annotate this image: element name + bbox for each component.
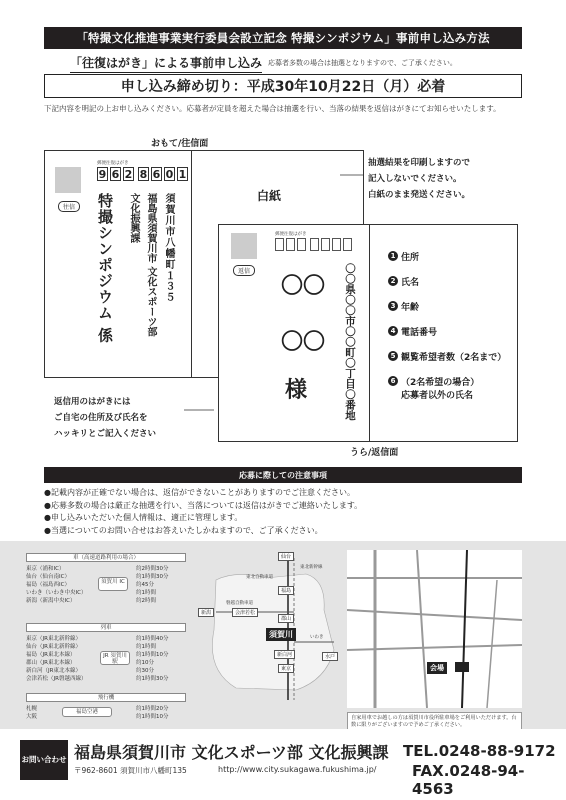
road: [347, 645, 522, 650]
route-time: 約1時間30分: [136, 574, 169, 580]
item-text: 住所: [401, 253, 420, 263]
note-right-line: 白紙のまま発送ください。: [368, 190, 471, 200]
route-time: 約2時間30分: [136, 566, 169, 572]
zip-digit: 8: [139, 168, 148, 181]
route-from: 仙台（JR東北新幹線）: [26, 644, 81, 650]
item-number: 1: [388, 251, 398, 261]
item-count: [388, 350, 506, 363]
note-right-line: 抽選結果を印刷しますので: [368, 158, 471, 168]
car-title: 車（高速道路利用の場合）: [26, 553, 186, 562]
caution-title: 応募に際しての注意事項: [44, 467, 522, 483]
route-time: 約1時間: [136, 590, 156, 596]
route-time: 約1時間10分: [136, 714, 169, 720]
route-from: 福島（JR東北本線）: [26, 652, 76, 658]
note-right: [368, 155, 470, 203]
front-address-line3: 文化振興課: [128, 193, 139, 243]
organization-address: 〒962-8601 須賀川市八幡町135: [74, 766, 187, 775]
route-from: 新白河（JR東北本線）: [26, 668, 81, 674]
route-row: [26, 643, 186, 651]
postcard-label: 郵便往復はがき: [97, 161, 129, 166]
item-address: [388, 250, 506, 263]
item-number: 3: [388, 301, 398, 311]
station-sendai: 仙台: [278, 552, 294, 561]
note-left-line: ハッキリとご記入ください: [54, 429, 157, 439]
station-niigata: 新潟: [198, 608, 214, 617]
car-dest: 須賀川 IC: [98, 577, 128, 591]
item-age: [388, 300, 506, 313]
item-number: 2: [388, 276, 398, 286]
station-aizu: 会津若松: [232, 608, 258, 617]
henshin-tag: 返信: [233, 265, 255, 276]
station-sukagawa: 須賀川: [266, 628, 296, 641]
item-text: 電話番号: [401, 328, 438, 338]
route-from: 福島（福島西IC）: [26, 582, 70, 588]
plane-route-table: [26, 693, 186, 721]
required-items: [388, 250, 506, 413]
label-bandai: 磐越自動車道: [226, 601, 253, 606]
train-title: 列車: [26, 623, 186, 632]
website-link[interactable]: http://www.city.sukagawa.fukushima.jp/: [218, 765, 377, 774]
route-time: 約1時間20分: [136, 706, 169, 712]
caution-line: ●当選についてのお問い合せはお答えいたしかねますので、ご了承ください。: [44, 525, 323, 535]
route-row: [26, 597, 186, 605]
road: [417, 550, 427, 708]
station-fukushima: 福島: [278, 586, 294, 595]
fax: FAX.0248-94-4563: [412, 762, 525, 798]
back-name-line2: 〇〇: [281, 330, 326, 355]
item-text: 観覧希望者数（2名まで）: [401, 353, 507, 363]
item-number: 5: [388, 351, 398, 361]
blank-label: 白紙: [257, 189, 282, 203]
route-from: 新潟（新潟中央IC）: [26, 598, 76, 604]
front-address-line2: 福島県須賀川市 文化スポーツ部: [145, 193, 156, 337]
road: [347, 610, 522, 620]
label-iwaki: いわき: [310, 635, 324, 640]
note-left-line: 返信用のはがきには: [54, 397, 131, 407]
route-time: 約10分: [136, 660, 154, 666]
zip-digit: 6: [152, 168, 161, 181]
route-from: 大阪: [26, 714, 38, 720]
back-sama: 様: [285, 378, 308, 403]
front-recipient: 特撮シンポジウム 係: [96, 193, 114, 344]
rail-line: [462, 550, 467, 708]
route-time: 約1時間30分: [136, 676, 169, 682]
page-banner: 「特撮文化推進事業実行委員会設立記念 特撮シンポジウム」事前申し込み方法: [44, 27, 522, 49]
organization-name: 福島県須賀川市 文化スポーツ部 文化振興課: [74, 743, 389, 762]
item-name: [388, 275, 506, 288]
intro-text: 下記内容を明記の上お申し込みください。応募者が定員を超えた場合は抽選を行い、当落の結果を返信はがきにてお知らせいたします。: [44, 104, 501, 113]
route-row: [26, 565, 186, 573]
contact-label: お問い合わせ: [20, 740, 68, 780]
station-tokyo: 東京: [278, 664, 294, 673]
zip-digit: 2: [124, 168, 133, 181]
note-left-line: ご自宅の住所及び氏名を: [54, 413, 148, 423]
item-text-line: （2名希望の場合）: [401, 378, 480, 388]
route-row: [26, 675, 186, 683]
label-tohoku-shinkansen: 東北新幹線: [300, 565, 323, 570]
plane-title: 飛行機: [26, 693, 186, 702]
zip-digit: 6: [111, 168, 120, 181]
venue-marker: [455, 662, 469, 672]
venue-label: 会場: [427, 662, 447, 674]
label-tohoku-expwy: 東北自動車道: [246, 575, 273, 580]
route-from: 仙台（仙台南IC）: [26, 574, 70, 580]
train-route-table: [26, 623, 186, 683]
back-name-line1: 〇〇: [281, 274, 326, 299]
item-number: 4: [388, 326, 398, 336]
deadline-box: 申し込み締め切り：平成30年10月22日（月）必着: [44, 74, 522, 98]
item-phone: [388, 325, 506, 338]
note-right-line: 記入しないでください。: [368, 174, 462, 184]
plane-dest: 福島空港: [62, 707, 112, 717]
route-from: 東京（浦和IC）: [26, 566, 65, 572]
road: [487, 580, 497, 708]
zip-digit: 9: [98, 168, 107, 181]
route-time: 約1時間40分: [136, 636, 169, 642]
front-address-line1: 須賀川市八幡町１３５: [163, 193, 174, 303]
ofuku-tag: 往信: [58, 201, 80, 212]
zip-digit: 1: [178, 168, 187, 181]
route-time: 約45分: [136, 582, 154, 588]
item-text: 年齢: [401, 303, 420, 313]
back-address: 〇〇県〇〇市〇〇町〇丁目〇番地: [344, 263, 356, 421]
station-koriyama: 郡山: [278, 614, 294, 623]
caution-line: ●記載内容が正確でない場合は、返信ができないことがありますのでご注意ください。: [44, 488, 355, 497]
item-text: 氏名: [401, 278, 420, 288]
item-text: [401, 375, 479, 401]
front-label: おもて/往信面: [151, 139, 209, 149]
caution-list: [44, 487, 362, 537]
car-route-table: [26, 553, 186, 605]
route-from: 郡山（JR東北本線）: [26, 660, 76, 666]
route-from: いわき（いわき中央IC）: [26, 590, 87, 596]
back-label: うら/返信面: [350, 448, 399, 458]
method-title: 「往復はがき」による事前申し込み: [70, 54, 262, 73]
route-time: 約1時間10分: [136, 652, 169, 658]
route-time: 約1時間: [136, 644, 156, 650]
train-dest: JR 須賀川駅: [100, 651, 130, 665]
route-row: [26, 667, 186, 675]
route-time: 約2時間: [136, 598, 156, 604]
item-number: 6: [388, 376, 398, 386]
route-row: [26, 635, 186, 643]
item-text-line: 応募者以外の氏名: [401, 391, 474, 401]
telephone: TEL.0248-88-9172: [403, 742, 556, 760]
note-left: [54, 394, 156, 442]
caution-line: ●申し込みいただいた個人情報は、適正に管理します。: [44, 513, 243, 522]
route-time: 約30分: [136, 668, 154, 674]
parking-note: 自家用車でお越しの方は須賀川市役所駐車場をご利用いただけます。台数に限りがございますので予めご了承ください。: [347, 712, 522, 732]
zip-digit: 0: [165, 168, 174, 181]
item-companion: [388, 375, 506, 401]
postcard-label: 郵便往復はがき: [275, 232, 307, 237]
route-from: 札幌: [26, 706, 38, 712]
method-note: 応募者多数の場合は抽選となりますので、ご了承ください。: [268, 59, 457, 67]
local-map-lines: [347, 550, 522, 708]
route-from: 会津若松（JR磐越西線）: [26, 676, 87, 682]
station-shinshirakawa: 新白河: [274, 650, 295, 659]
station-mito: 水戸: [322, 652, 338, 661]
route-from: 東京（JR東北新幹線）: [26, 636, 81, 642]
caution-line: ●応募多数の場合は厳正な抽選を行い、当落については返信はがきでご連絡いたします。: [44, 500, 363, 510]
local-map: [347, 550, 522, 708]
regional-map: [196, 550, 342, 708]
